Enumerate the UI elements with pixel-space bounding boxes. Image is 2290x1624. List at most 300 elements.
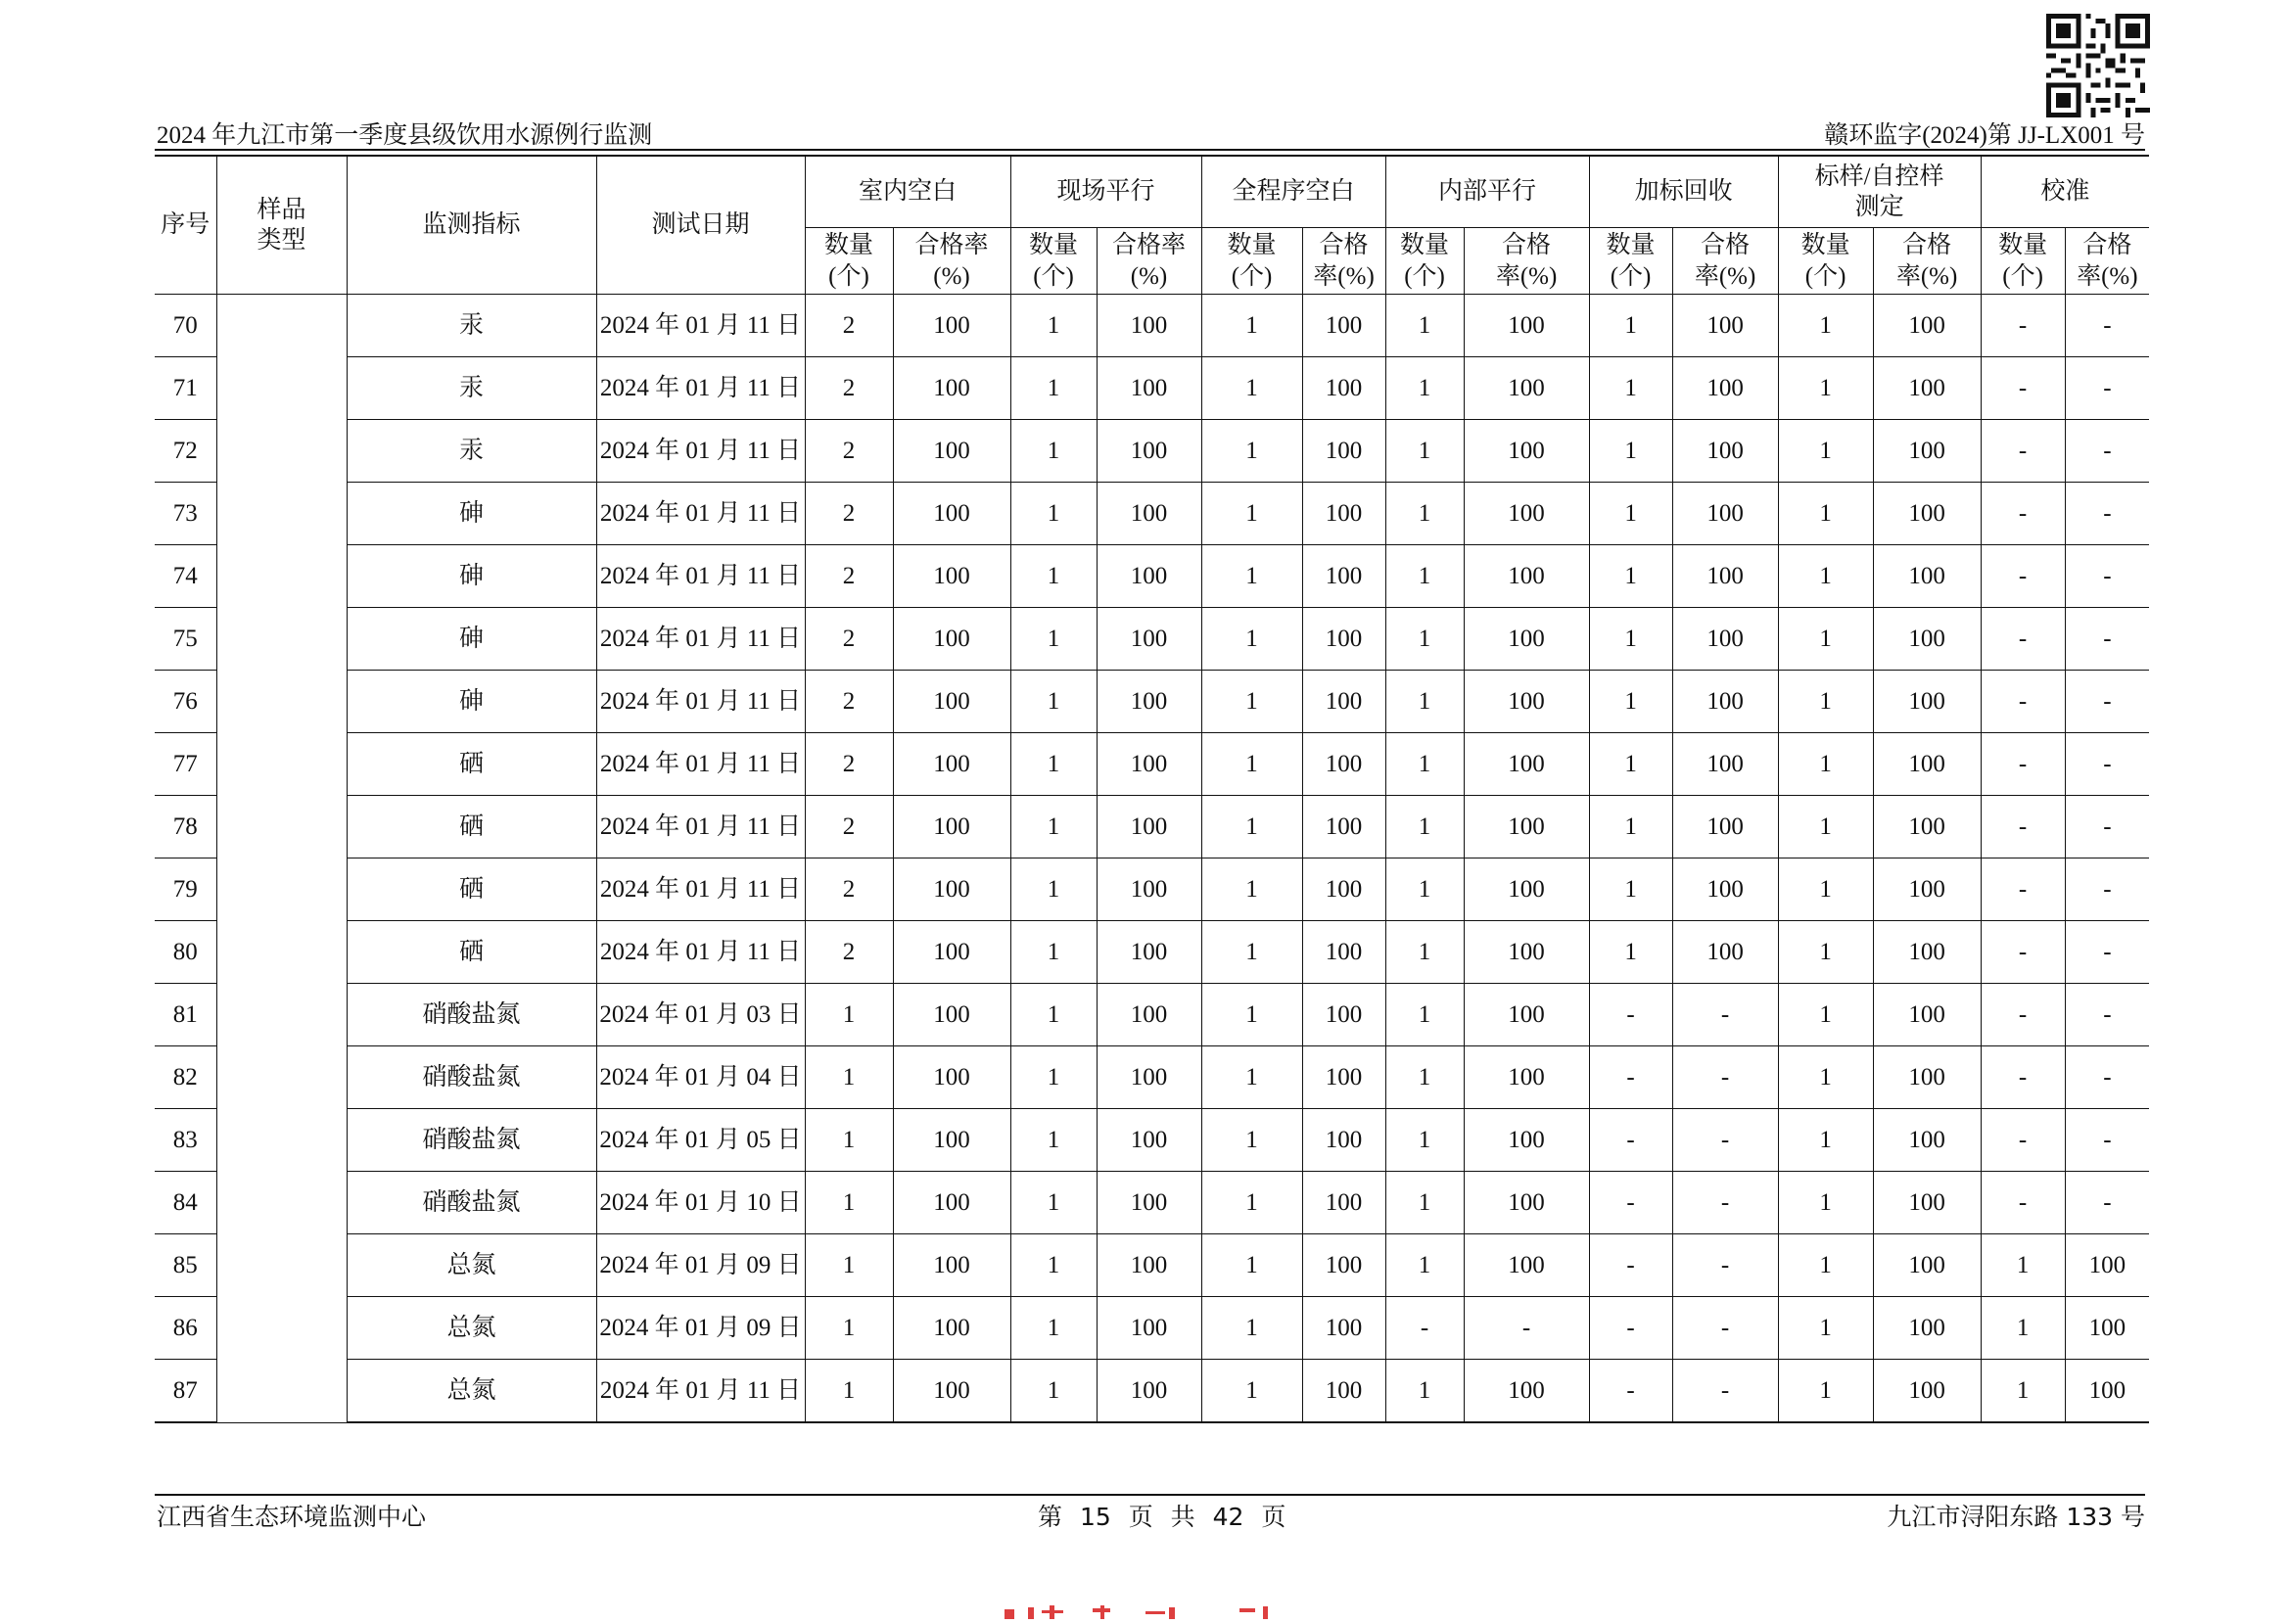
cell-full-blank-rate: 100 bbox=[1302, 984, 1385, 1046]
subheader-rate-label: 合格率 bbox=[1112, 232, 1187, 259]
subheader-count bbox=[805, 228, 893, 295]
cell-spike-recovery-rate: - bbox=[1672, 1172, 1778, 1234]
cell-standard-count: 1 bbox=[1778, 357, 1873, 420]
subheader-count bbox=[1385, 228, 1464, 295]
cell-calibration-count: - bbox=[1981, 357, 2065, 420]
cell-spike-recovery-rate: 100 bbox=[1672, 545, 1778, 608]
cell-indicator: 砷 bbox=[347, 483, 596, 545]
cell-standard-count: 1 bbox=[1778, 1297, 1873, 1360]
cell-field-parallel-rate: 100 bbox=[1097, 858, 1201, 921]
cell-spike-recovery-count: 1 bbox=[1589, 733, 1672, 796]
cell-indicator: 硝酸盐氮 bbox=[347, 1172, 596, 1234]
cell-lab-blank-rate: 100 bbox=[893, 608, 1010, 671]
header-group-standard-line2: 测定 bbox=[1854, 194, 1904, 220]
cell-field-parallel-rate: 100 bbox=[1097, 1046, 1201, 1109]
cell-indicator: 硒 bbox=[347, 921, 596, 984]
subheader-count-unit: (个) bbox=[1804, 262, 1846, 290]
cell-full-blank-rate: 100 bbox=[1302, 796, 1385, 858]
cell-internal-parallel-rate: 100 bbox=[1464, 357, 1589, 420]
cell-test-date: 2024 年 01 月 11 日 bbox=[596, 295, 805, 357]
header-sample-type-line2: 类型 bbox=[257, 227, 306, 254]
cell-field-parallel-rate: 100 bbox=[1097, 921, 1201, 984]
cell-calibration-count: - bbox=[1981, 921, 2065, 984]
cell-lab-blank-count: 2 bbox=[805, 420, 893, 483]
subheader-rate-label: 合格 bbox=[1902, 232, 1952, 259]
cell-field-parallel-count: 1 bbox=[1010, 545, 1097, 608]
cell-internal-parallel-rate: 100 bbox=[1464, 1109, 1589, 1172]
cell-full-blank-rate: 100 bbox=[1302, 295, 1385, 357]
cell-full-blank-count: 1 bbox=[1201, 671, 1302, 733]
cell-calibration-rate: 100 bbox=[2065, 1297, 2149, 1360]
cell-internal-parallel-count: 1 bbox=[1385, 420, 1464, 483]
cell-standard-rate: 100 bbox=[1873, 733, 1981, 796]
header-sample-type bbox=[216, 156, 347, 295]
cell-seq: 77 bbox=[155, 733, 216, 796]
cell-internal-parallel-count: 1 bbox=[1385, 1172, 1464, 1234]
cell-lab-blank-count: 1 bbox=[805, 1297, 893, 1360]
cell-test-date: 2024 年 01 月 11 日 bbox=[596, 921, 805, 984]
cell-seq: 84 bbox=[155, 1172, 216, 1234]
cell-field-parallel-count: 1 bbox=[1010, 733, 1097, 796]
cell-lab-blank-count: 1 bbox=[805, 984, 893, 1046]
cell-lab-blank-rate: 100 bbox=[893, 858, 1010, 921]
header-group-full-blank: 全程序空白 bbox=[1201, 156, 1385, 228]
cell-full-blank-rate: 100 bbox=[1302, 483, 1385, 545]
cell-seq: 85 bbox=[155, 1234, 216, 1297]
cell-calibration-count: - bbox=[1981, 671, 2065, 733]
cell-calibration-rate: - bbox=[2065, 295, 2149, 357]
cell-lab-blank-rate: 100 bbox=[893, 1297, 1010, 1360]
cell-test-date: 2024 年 01 月 11 日 bbox=[596, 608, 805, 671]
cell-standard-count: 1 bbox=[1778, 858, 1873, 921]
cell-field-parallel-rate: 100 bbox=[1097, 984, 1201, 1046]
cell-spike-recovery-count: - bbox=[1589, 1172, 1672, 1234]
table-row bbox=[155, 1109, 2149, 1172]
cell-spike-recovery-rate: 100 bbox=[1672, 483, 1778, 545]
cell-calibration-rate: - bbox=[2065, 671, 2149, 733]
cell-spike-recovery-count: 1 bbox=[1589, 796, 1672, 858]
cell-internal-parallel-count: 1 bbox=[1385, 671, 1464, 733]
subheader-count bbox=[1981, 228, 2065, 295]
cell-calibration-count: - bbox=[1981, 1046, 2065, 1109]
cell-spike-recovery-rate: 100 bbox=[1672, 295, 1778, 357]
stamp-fragment bbox=[999, 1605, 1292, 1619]
cell-field-parallel-count: 1 bbox=[1010, 796, 1097, 858]
cell-calibration-count: 1 bbox=[1981, 1234, 2065, 1297]
cell-spike-recovery-count: 1 bbox=[1589, 295, 1672, 357]
cell-internal-parallel-rate: 100 bbox=[1464, 1360, 1589, 1423]
cell-calibration-rate: - bbox=[2065, 420, 2149, 483]
cell-field-parallel-rate: 100 bbox=[1097, 671, 1201, 733]
cell-standard-rate: 100 bbox=[1873, 1297, 1981, 1360]
cell-full-blank-count: 1 bbox=[1201, 295, 1302, 357]
cell-full-blank-count: 1 bbox=[1201, 608, 1302, 671]
report-title: 2024 年九江市第一季度县级饮用水源例行监测 bbox=[157, 122, 653, 149]
cell-indicator: 硝酸盐氮 bbox=[347, 984, 596, 1046]
cell-test-date: 2024 年 01 月 11 日 bbox=[596, 796, 805, 858]
cell-internal-parallel-count: 1 bbox=[1385, 1046, 1464, 1109]
cell-indicator: 砷 bbox=[347, 545, 596, 608]
cell-field-parallel-count: 1 bbox=[1010, 1360, 1097, 1423]
cell-full-blank-rate: 100 bbox=[1302, 858, 1385, 921]
cell-field-parallel-count: 1 bbox=[1010, 671, 1097, 733]
cell-internal-parallel-rate: 100 bbox=[1464, 1046, 1589, 1109]
cell-full-blank-rate: 100 bbox=[1302, 1234, 1385, 1297]
cell-test-date: 2024 年 01 月 11 日 bbox=[596, 858, 805, 921]
cell-test-date: 2024 年 01 月 10 日 bbox=[596, 1172, 805, 1234]
cell-lab-blank-rate: 100 bbox=[893, 545, 1010, 608]
cell-lab-blank-count: 2 bbox=[805, 858, 893, 921]
cell-internal-parallel-count: 1 bbox=[1385, 1109, 1464, 1172]
cell-seq: 78 bbox=[155, 796, 216, 858]
header-group-standard-line1: 标样/自控样 bbox=[1814, 162, 1944, 190]
cell-field-parallel-rate: 100 bbox=[1097, 1360, 1201, 1423]
cell-full-blank-count: 1 bbox=[1201, 1360, 1302, 1423]
cell-sample-type bbox=[216, 295, 347, 1423]
cell-test-date: 2024 年 01 月 05 日 bbox=[596, 1109, 805, 1172]
table-row bbox=[155, 1297, 2149, 1360]
cell-internal-parallel-count: 1 bbox=[1385, 733, 1464, 796]
cell-internal-parallel-count: 1 bbox=[1385, 608, 1464, 671]
cell-full-blank-rate: 100 bbox=[1302, 1109, 1385, 1172]
cell-internal-parallel-rate: - bbox=[1464, 1297, 1589, 1360]
cell-spike-recovery-count: 1 bbox=[1589, 671, 1672, 733]
subheader-rate-unit: 率(%) bbox=[1694, 262, 1756, 290]
table-row bbox=[155, 420, 2149, 483]
cell-internal-parallel-count: 1 bbox=[1385, 858, 1464, 921]
cell-calibration-count: - bbox=[1981, 733, 2065, 796]
cell-spike-recovery-rate: - bbox=[1672, 1297, 1778, 1360]
cell-field-parallel-rate: 100 bbox=[1097, 483, 1201, 545]
cell-spike-recovery-count: 1 bbox=[1589, 545, 1672, 608]
cell-field-parallel-count: 1 bbox=[1010, 921, 1097, 984]
cell-calibration-count: - bbox=[1981, 295, 2065, 357]
cell-lab-blank-rate: 100 bbox=[893, 1046, 1010, 1109]
cell-spike-recovery-count: - bbox=[1589, 1109, 1672, 1172]
cell-calibration-count: - bbox=[1981, 1172, 2065, 1234]
header-seq: 序号 bbox=[155, 156, 216, 295]
cell-lab-blank-count: 2 bbox=[805, 796, 893, 858]
cell-full-blank-count: 1 bbox=[1201, 545, 1302, 608]
subheader-rate bbox=[1097, 228, 1201, 295]
footer-address: 九江市浔阳东路 133 号 bbox=[1887, 1503, 2145, 1531]
subheader-count bbox=[1778, 228, 1873, 295]
subheader-rate-unit: 率(%) bbox=[1313, 262, 1375, 290]
cell-field-parallel-count: 1 bbox=[1010, 1109, 1097, 1172]
cell-spike-recovery-count: 1 bbox=[1589, 608, 1672, 671]
cell-calibration-rate: - bbox=[2065, 733, 2149, 796]
cell-field-parallel-rate: 100 bbox=[1097, 295, 1201, 357]
table-row bbox=[155, 796, 2149, 858]
cell-standard-count: 1 bbox=[1778, 921, 1873, 984]
table-row bbox=[155, 1046, 2149, 1109]
cell-lab-blank-rate: 100 bbox=[893, 357, 1010, 420]
cell-calibration-rate: - bbox=[2065, 545, 2149, 608]
subheader-count-label: 数量 bbox=[1606, 232, 1656, 259]
cell-full-blank-count: 1 bbox=[1201, 357, 1302, 420]
subheader-count-label: 数量 bbox=[1029, 232, 1079, 259]
cell-full-blank-rate: 100 bbox=[1302, 1046, 1385, 1109]
cell-calibration-count: - bbox=[1981, 796, 2065, 858]
cell-spike-recovery-count: - bbox=[1589, 1297, 1672, 1360]
header-group-spike-recovery: 加标回收 bbox=[1589, 156, 1778, 228]
cell-internal-parallel-count: 1 bbox=[1385, 921, 1464, 984]
subheader-count-unit: (个) bbox=[828, 262, 869, 290]
cell-full-blank-count: 1 bbox=[1201, 1172, 1302, 1234]
subheader-count bbox=[1589, 228, 1672, 295]
cell-full-blank-rate: 100 bbox=[1302, 420, 1385, 483]
cell-spike-recovery-count: - bbox=[1589, 1234, 1672, 1297]
cell-field-parallel-rate: 100 bbox=[1097, 608, 1201, 671]
cell-spike-recovery-count: 1 bbox=[1589, 357, 1672, 420]
subheader-rate-unit: (%) bbox=[1130, 262, 1168, 290]
cell-field-parallel-count: 1 bbox=[1010, 295, 1097, 357]
cell-test-date: 2024 年 01 月 11 日 bbox=[596, 671, 805, 733]
cell-field-parallel-count: 1 bbox=[1010, 357, 1097, 420]
cell-full-blank-count: 1 bbox=[1201, 796, 1302, 858]
table-row bbox=[155, 671, 2149, 733]
cell-calibration-rate: - bbox=[2065, 796, 2149, 858]
cell-standard-count: 1 bbox=[1778, 420, 1873, 483]
cell-lab-blank-rate: 100 bbox=[893, 796, 1010, 858]
cell-calibration-count: - bbox=[1981, 608, 2065, 671]
header-divider bbox=[155, 149, 2145, 151]
header-indicator: 监测指标 bbox=[347, 156, 596, 295]
cell-indicator: 砷 bbox=[347, 608, 596, 671]
table-row bbox=[155, 1234, 2149, 1297]
cell-spike-recovery-count: - bbox=[1589, 984, 1672, 1046]
cell-standard-rate: 100 bbox=[1873, 1234, 1981, 1297]
cell-spike-recovery-count: 1 bbox=[1589, 483, 1672, 545]
cell-calibration-rate: - bbox=[2065, 608, 2149, 671]
cell-standard-count: 1 bbox=[1778, 733, 1873, 796]
cell-field-parallel-count: 1 bbox=[1010, 858, 1097, 921]
cell-seq: 82 bbox=[155, 1046, 216, 1109]
cell-standard-count: 1 bbox=[1778, 671, 1873, 733]
cell-spike-recovery-count: - bbox=[1589, 1360, 1672, 1423]
cell-lab-blank-count: 1 bbox=[805, 1172, 893, 1234]
cell-field-parallel-count: 1 bbox=[1010, 1046, 1097, 1109]
cell-seq: 83 bbox=[155, 1109, 216, 1172]
cell-seq: 72 bbox=[155, 420, 216, 483]
cell-spike-recovery-rate: - bbox=[1672, 1109, 1778, 1172]
cell-test-date: 2024 年 01 月 03 日 bbox=[596, 984, 805, 1046]
table-row bbox=[155, 357, 2149, 420]
subheader-count-label: 数量 bbox=[1800, 232, 1850, 259]
footer-organization: 江西省生态环境监测中心 bbox=[157, 1503, 427, 1531]
cell-lab-blank-count: 2 bbox=[805, 483, 893, 545]
table-row bbox=[155, 483, 2149, 545]
subheader-rate bbox=[1302, 228, 1385, 295]
cell-spike-recovery-count: 1 bbox=[1589, 858, 1672, 921]
cell-calibration-count: 1 bbox=[1981, 1297, 2065, 1360]
cell-calibration-rate: 100 bbox=[2065, 1360, 2149, 1423]
cell-calibration-rate: 100 bbox=[2065, 1234, 2149, 1297]
cell-indicator: 总氮 bbox=[347, 1297, 596, 1360]
cell-indicator: 汞 bbox=[347, 357, 596, 420]
cell-spike-recovery-rate: - bbox=[1672, 1234, 1778, 1297]
qc-results-table bbox=[155, 155, 2149, 1423]
cell-standard-rate: 100 bbox=[1873, 796, 1981, 858]
cell-full-blank-count: 1 bbox=[1201, 921, 1302, 984]
cell-spike-recovery-rate: 100 bbox=[1672, 733, 1778, 796]
cell-standard-count: 1 bbox=[1778, 1234, 1873, 1297]
subheader-count-unit: (个) bbox=[1231, 262, 1273, 290]
header-group-standard-sample bbox=[1778, 156, 1981, 228]
cell-seq: 81 bbox=[155, 984, 216, 1046]
cell-standard-count: 1 bbox=[1778, 483, 1873, 545]
cell-lab-blank-rate: 100 bbox=[893, 1360, 1010, 1423]
subheader-rate bbox=[893, 228, 1010, 295]
cell-indicator: 总氮 bbox=[347, 1234, 596, 1297]
subheader-count-unit: (个) bbox=[1404, 262, 1445, 290]
header-sample-type-line1: 样品 bbox=[257, 196, 306, 223]
table-row bbox=[155, 545, 2149, 608]
cell-standard-count: 1 bbox=[1778, 1172, 1873, 1234]
cell-full-blank-count: 1 bbox=[1201, 984, 1302, 1046]
cell-lab-blank-count: 2 bbox=[805, 545, 893, 608]
cell-field-parallel-count: 1 bbox=[1010, 483, 1097, 545]
cell-standard-count: 1 bbox=[1778, 1360, 1873, 1423]
table-row bbox=[155, 984, 2149, 1046]
cell-seq: 80 bbox=[155, 921, 216, 984]
subheader-count-unit: (个) bbox=[1033, 262, 1074, 290]
table-row bbox=[155, 295, 2149, 357]
cell-lab-blank-count: 1 bbox=[805, 1234, 893, 1297]
cell-calibration-rate: - bbox=[2065, 921, 2149, 984]
cell-lab-blank-rate: 100 bbox=[893, 420, 1010, 483]
cell-lab-blank-rate: 100 bbox=[893, 984, 1010, 1046]
cell-field-parallel-rate: 100 bbox=[1097, 1234, 1201, 1297]
cell-spike-recovery-rate: - bbox=[1672, 984, 1778, 1046]
cell-full-blank-count: 1 bbox=[1201, 733, 1302, 796]
cell-field-parallel-rate: 100 bbox=[1097, 545, 1201, 608]
cell-field-parallel-count: 1 bbox=[1010, 1297, 1097, 1360]
cell-seq: 70 bbox=[155, 295, 216, 357]
cell-spike-recovery-rate: - bbox=[1672, 1360, 1778, 1423]
cell-calibration-count: 1 bbox=[1981, 1360, 2065, 1423]
cell-internal-parallel-count: 1 bbox=[1385, 357, 1464, 420]
cell-indicator: 汞 bbox=[347, 295, 596, 357]
table-body bbox=[155, 295, 2149, 1423]
cell-field-parallel-count: 1 bbox=[1010, 1234, 1097, 1297]
cell-internal-parallel-rate: 100 bbox=[1464, 1234, 1589, 1297]
cell-test-date: 2024 年 01 月 11 日 bbox=[596, 1360, 805, 1423]
cell-test-date: 2024 年 01 月 11 日 bbox=[596, 357, 805, 420]
cell-standard-rate: 100 bbox=[1873, 1046, 1981, 1109]
cell-spike-recovery-rate: 100 bbox=[1672, 858, 1778, 921]
cell-test-date: 2024 年 01 月 04 日 bbox=[596, 1046, 805, 1109]
cell-full-blank-count: 1 bbox=[1201, 858, 1302, 921]
table-row bbox=[155, 921, 2149, 984]
cell-indicator: 汞 bbox=[347, 420, 596, 483]
cell-full-blank-count: 1 bbox=[1201, 420, 1302, 483]
cell-indicator: 总氮 bbox=[347, 1360, 596, 1423]
cell-calibration-rate: - bbox=[2065, 1046, 2149, 1109]
cell-calibration-rate: - bbox=[2065, 1172, 2149, 1234]
cell-standard-rate: 100 bbox=[1873, 545, 1981, 608]
subheader-count-unit: (个) bbox=[2002, 262, 2043, 290]
cell-lab-blank-rate: 100 bbox=[893, 1172, 1010, 1234]
subheader-rate-unit: (%) bbox=[933, 262, 970, 290]
cell-test-date: 2024 年 01 月 09 日 bbox=[596, 1297, 805, 1360]
cell-standard-count: 1 bbox=[1778, 1109, 1873, 1172]
cell-full-blank-count: 1 bbox=[1201, 1046, 1302, 1109]
cell-indicator: 硒 bbox=[347, 796, 596, 858]
cell-indicator: 硝酸盐氮 bbox=[347, 1046, 596, 1109]
cell-internal-parallel-rate: 100 bbox=[1464, 858, 1589, 921]
cell-standard-rate: 100 bbox=[1873, 921, 1981, 984]
cell-internal-parallel-rate: 100 bbox=[1464, 733, 1589, 796]
cell-field-parallel-rate: 100 bbox=[1097, 357, 1201, 420]
cell-standard-count: 1 bbox=[1778, 1046, 1873, 1109]
header-group-internal-parallel: 内部平行 bbox=[1385, 156, 1589, 228]
cell-calibration-rate: - bbox=[2065, 858, 2149, 921]
cell-spike-recovery-rate: 100 bbox=[1672, 608, 1778, 671]
cell-lab-blank-count: 2 bbox=[805, 608, 893, 671]
cell-full-blank-rate: 100 bbox=[1302, 357, 1385, 420]
footer-divider bbox=[155, 1494, 2145, 1496]
cell-calibration-count: - bbox=[1981, 858, 2065, 921]
cell-spike-recovery-rate: 100 bbox=[1672, 420, 1778, 483]
cell-internal-parallel-rate: 100 bbox=[1464, 483, 1589, 545]
cell-seq: 71 bbox=[155, 357, 216, 420]
cell-standard-count: 1 bbox=[1778, 984, 1873, 1046]
qr-code-icon bbox=[2046, 14, 2150, 117]
cell-lab-blank-count: 1 bbox=[805, 1360, 893, 1423]
cell-standard-rate: 100 bbox=[1873, 1360, 1981, 1423]
cell-field-parallel-count: 1 bbox=[1010, 984, 1097, 1046]
cell-seq: 86 bbox=[155, 1297, 216, 1360]
cell-standard-count: 1 bbox=[1778, 608, 1873, 671]
cell-calibration-rate: - bbox=[2065, 984, 2149, 1046]
cell-full-blank-count: 1 bbox=[1201, 1234, 1302, 1297]
cell-full-blank-rate: 100 bbox=[1302, 921, 1385, 984]
subheader-rate-label: 合格 bbox=[1502, 232, 1552, 259]
cell-field-parallel-count: 1 bbox=[1010, 1172, 1097, 1234]
subheader-rate-label: 合格 bbox=[1319, 232, 1369, 259]
table-row bbox=[155, 858, 2149, 921]
table-row bbox=[155, 608, 2149, 671]
subheader-rate bbox=[1672, 228, 1778, 295]
cell-full-blank-rate: 100 bbox=[1302, 1297, 1385, 1360]
subheader-rate-label: 合格 bbox=[1701, 232, 1751, 259]
subheader-count bbox=[1010, 228, 1097, 295]
cell-full-blank-count: 1 bbox=[1201, 1297, 1302, 1360]
cell-seq: 87 bbox=[155, 1360, 216, 1423]
cell-spike-recovery-count: 1 bbox=[1589, 420, 1672, 483]
cell-internal-parallel-count: - bbox=[1385, 1297, 1464, 1360]
header-group-calibration: 校准 bbox=[1981, 156, 2149, 228]
cell-lab-blank-count: 1 bbox=[805, 1109, 893, 1172]
cell-indicator: 硒 bbox=[347, 858, 596, 921]
cell-field-parallel-rate: 100 bbox=[1097, 796, 1201, 858]
subheader-count-label: 数量 bbox=[1400, 232, 1450, 259]
header-group-lab-blank: 室内空白 bbox=[805, 156, 1010, 228]
cell-internal-parallel-rate: 100 bbox=[1464, 420, 1589, 483]
cell-lab-blank-rate: 100 bbox=[893, 1109, 1010, 1172]
cell-lab-blank-count: 2 bbox=[805, 921, 893, 984]
cell-standard-rate: 100 bbox=[1873, 671, 1981, 733]
cell-field-parallel-rate: 100 bbox=[1097, 733, 1201, 796]
cell-standard-rate: 100 bbox=[1873, 1172, 1981, 1234]
cell-internal-parallel-rate: 100 bbox=[1464, 984, 1589, 1046]
cell-full-blank-rate: 100 bbox=[1302, 1360, 1385, 1423]
cell-spike-recovery-rate: - bbox=[1672, 1046, 1778, 1109]
subheader-count-label: 数量 bbox=[1998, 232, 2048, 259]
cell-lab-blank-count: 1 bbox=[805, 1046, 893, 1109]
cell-internal-parallel-rate: 100 bbox=[1464, 796, 1589, 858]
